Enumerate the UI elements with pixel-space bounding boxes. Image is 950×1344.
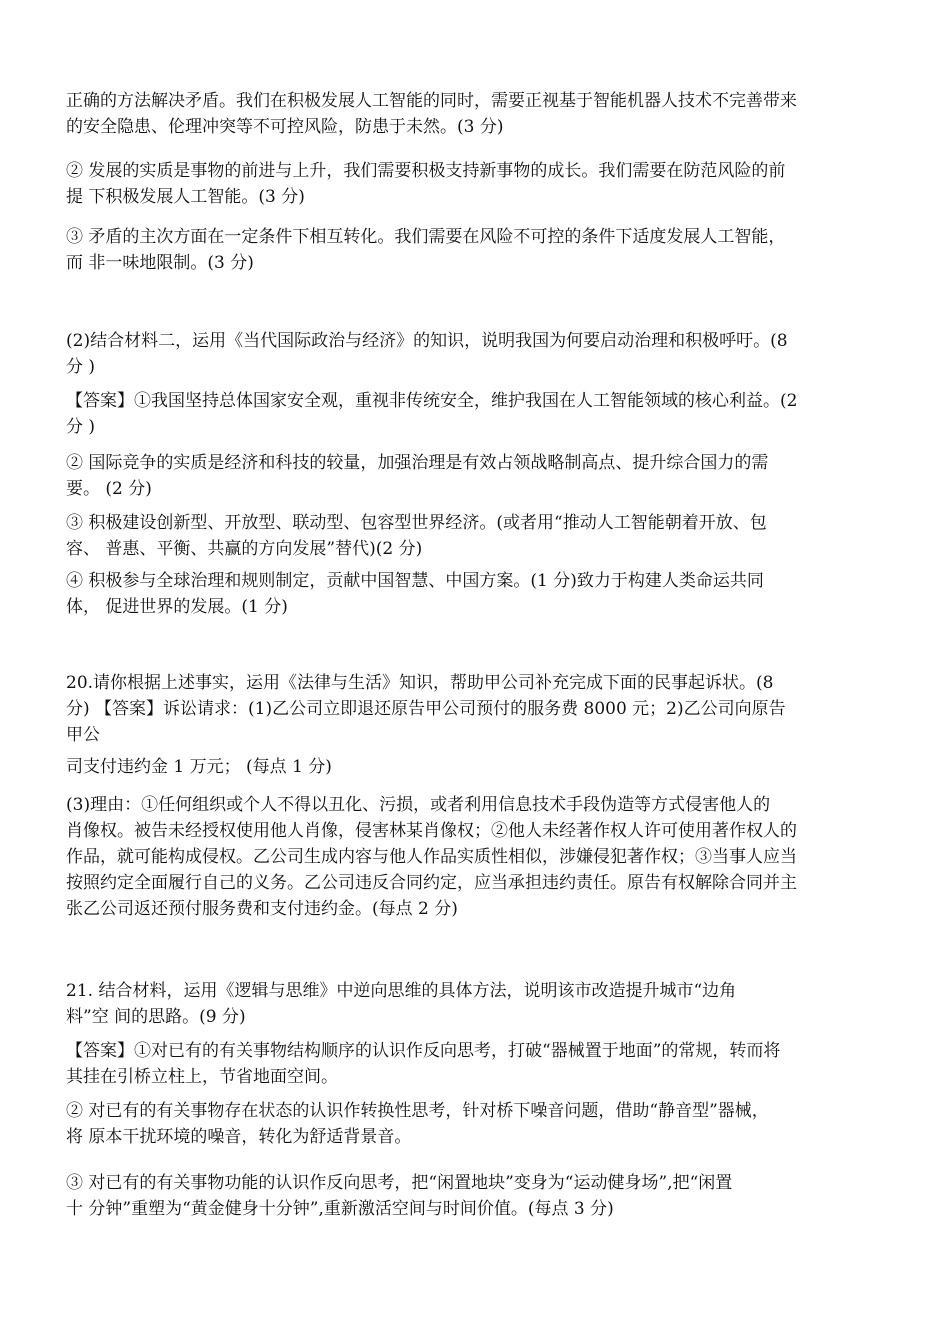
paragraph-5 xyxy=(66,388,896,440)
text-line: 【答案】①我国坚持总体国家安全观，重视非传统安全，维护我国在人工智能领域的核心利益。(2 xyxy=(66,391,798,411)
text-line: ④ 积极参与全球治理和规则制定，贡献中国智慧、中国方案。(1 分)致力于构建人类命运共同 xyxy=(66,571,764,591)
text-line: ③ 矛盾的主次方面在一定条件下相互转化。我们需要在风险不可控的条件下适度发展人工智能， xyxy=(66,227,786,247)
paragraph-3 xyxy=(66,224,896,276)
text-line: 的安全隐患、伦理冲突等不可控风险，防患于未然。(3 分) xyxy=(66,117,504,137)
paragraph-7 xyxy=(66,510,896,562)
text-line: ② 对已有的有关事物存在状态的认识作转换性思考，针对桥下噪音问题，借助“静音型”器械， xyxy=(66,1101,769,1121)
text-line: ② 发展的实质是事物的前进与上升，我们需要积极支持新事物的成长。我们需要在防范风险的前 xyxy=(66,161,786,181)
text-line: 20.请你根据上述事实，运用《法律与生活》知识，帮助甲公司补充完成下面的民事起诉状。(8 xyxy=(66,673,774,693)
text-line: ③ 积极建设创新型、开放型、联动型、包容型世界经济。(或者用“推动人工智能朝着开放、包 xyxy=(66,513,767,533)
paragraph-8 xyxy=(66,568,896,620)
paragraph-14 xyxy=(66,1098,896,1150)
text-line: 料”空 间的思路。(9 分) xyxy=(66,1007,246,1027)
text-line: 分) 【答案】诉讼请求：(1)乙公司立即退还原告甲公司预付的服务费 8000 元；2)乙公司向原告 xyxy=(66,699,786,719)
text-line: 【答案】①对已有的有关事物结构顺序的认识作反向思考，打破“器械置于地面”的常规，转而将 xyxy=(66,1041,781,1061)
text-line: 肖像权。被告未经授权使用他人肖像，侵害林某肖像权；②他人未经著作权人许可使用著作权人的 xyxy=(66,821,797,841)
text-line: 提 下积极发展人工智能。(3 分) xyxy=(66,187,305,207)
paragraph-10 xyxy=(66,754,896,780)
text-line: 按照约定全面履行自己的义务。乙公司违反合同约定，应当承担违约责任。原告有权解除合同并主 xyxy=(66,873,797,893)
paragraph-15 xyxy=(66,1170,896,1222)
text-line: 正确的方法解决矛盾。我们在积极发展人工智能的同时，需要正视基于智能机器人技术不完善带来 xyxy=(66,91,797,111)
paragraph-12 xyxy=(66,978,896,1030)
text-line: 十 分钟”重塑为“黄金健身十分钟”,重新激活空间与时间价值。(每点 3 分) xyxy=(66,1199,614,1219)
text-line: 体， 促进世界的发展。(1 分) xyxy=(66,597,288,617)
text-line: 21. 结合材料，运用《逻辑与思维》中逆向思维的具体方法，说明该市改造提升城市“边角 xyxy=(66,981,737,1001)
text-line: 容、 普惠、平衡、共赢的方向发展”替代)(2 分) xyxy=(66,539,423,559)
text-line: 作品，就可能构成侵权。乙公司生成内容与他人作品实质性相似，涉嫌侵犯著作权；③当事人应当 xyxy=(66,847,797,867)
paragraph-4 xyxy=(66,328,896,380)
paragraph-2 xyxy=(66,158,896,210)
text-line: 张乙公司返还预付服务费和支付违约金。(每点 2 分) xyxy=(66,899,458,919)
text-line: 司支付违约金 1 万元； (每点 1 分) xyxy=(66,757,332,777)
text-line: 其挂在引桥立柱上，节省地面空间。 xyxy=(66,1067,338,1087)
text-line: 要。 (2 分) xyxy=(66,479,152,499)
text-line: 甲公 xyxy=(66,725,100,745)
paragraph-6 xyxy=(66,450,896,502)
paragraph-1 xyxy=(66,88,896,140)
text-line: (2)结合材料二，运用《当代国际政治与经济》的知识，说明我国为何要启动治理和积极呼吁。(8 xyxy=(66,331,788,351)
text-line: 将 原本干扰环境的噪音，转化为舒适背景音。 xyxy=(66,1127,412,1147)
text-line: ③ 对已有的有关事物功能的认识作反向思考，把“闲置地块”变身为“运动健身场”,把“闲置 xyxy=(66,1173,733,1193)
paragraph-9 xyxy=(66,670,896,748)
text-line: ② 国际竞争的实质是经济和科技的较量，加强治理是有效占领战略制高点、提升综合国力的需 xyxy=(66,453,769,473)
paragraph-13 xyxy=(66,1038,896,1090)
text-line: 分 ) xyxy=(66,357,96,377)
text-line: 分 ) xyxy=(66,417,96,437)
text-line: 而 非一味地限制。(3 分) xyxy=(66,253,254,273)
text-line: (3)理由：①任何组织或个人不得以丑化、污损，或者利用信息技术手段伪造等方式侵害他人的 xyxy=(66,795,771,815)
paragraph-11 xyxy=(66,792,896,922)
